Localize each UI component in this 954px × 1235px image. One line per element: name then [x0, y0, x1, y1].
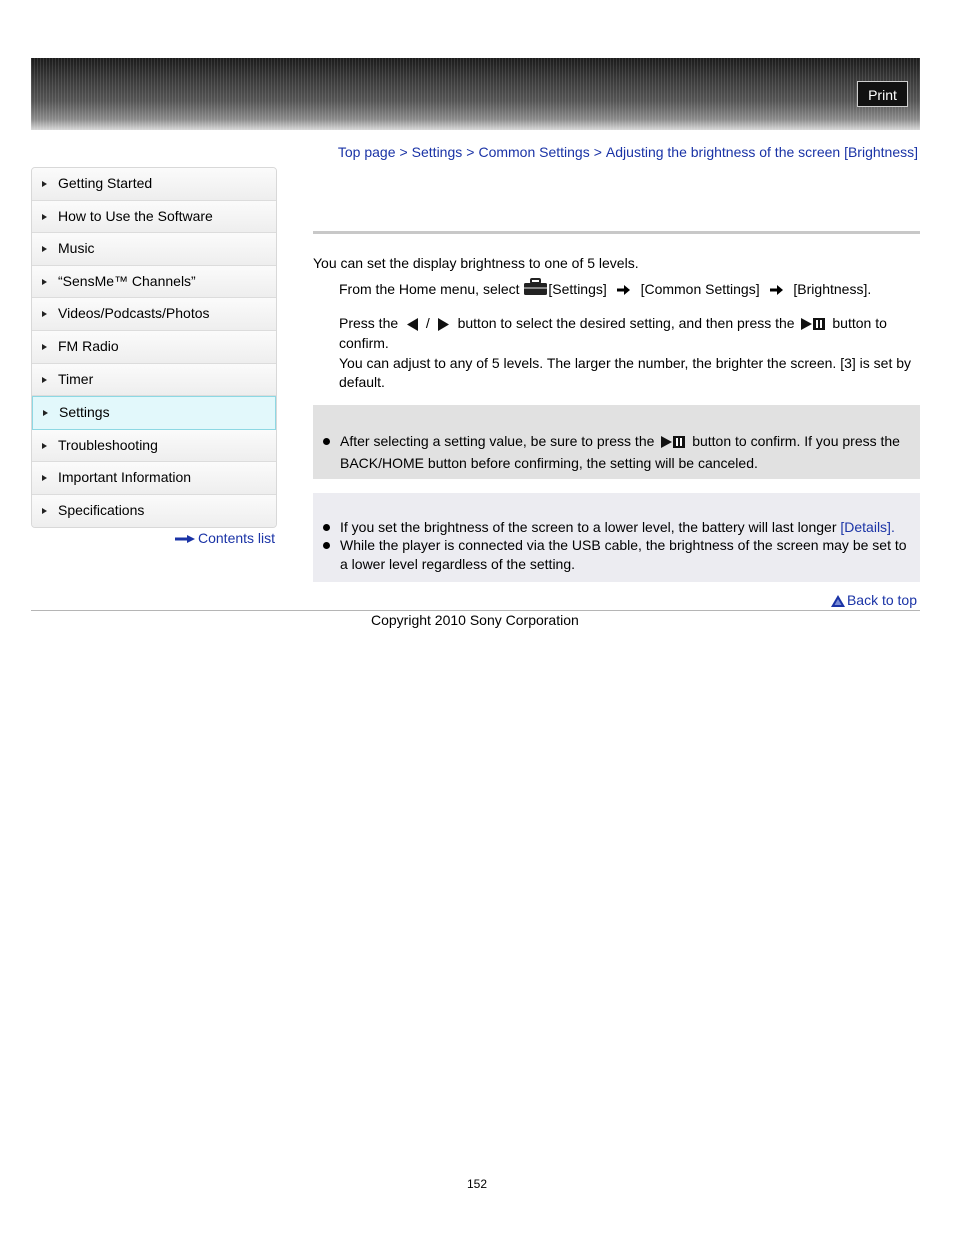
title-divider — [313, 231, 920, 234]
sidebar-item-fm-radio[interactable] — [32, 331, 276, 364]
hint-box — [313, 493, 920, 582]
back-to-top-link[interactable] — [831, 592, 917, 608]
breadcrumb-separator: > — [593, 144, 602, 160]
step2-part1: Press the — [339, 315, 399, 331]
sidebar-item-important-information[interactable] — [32, 462, 276, 495]
bullet-icon — [323, 438, 330, 445]
page-number: 152 — [466, 1177, 488, 1191]
note-text-b: button to confirm. If you press the BACK/HOME button before confirming, the setting will be canceled. — [340, 433, 900, 471]
hint-list — [313, 518, 913, 574]
sidebar-arrow-icon — [42, 475, 47, 481]
hint-item — [313, 536, 913, 574]
sidebar-item-label: How to Use the Software — [58, 207, 213, 224]
breadcrumb-current-page[interactable]: Adjusting the brightness of the screen [Brightness] — [605, 144, 918, 160]
sidebar-item-music[interactable] — [32, 233, 276, 266]
sidebar-item-label: Videos/Podcasts/Photos — [58, 305, 210, 322]
hint-item — [313, 518, 913, 536]
contents-list-label: Contents list — [198, 530, 276, 546]
sidebar-arrow-icon — [42, 279, 47, 285]
print-button[interactable]: Print — [857, 81, 908, 107]
breadcrumb-top-page[interactable]: Top page — [337, 144, 396, 160]
sidebar-item-videos-podcasts-photos[interactable] — [32, 298, 276, 331]
step1-brightness: [Brightness]. — [793, 281, 872, 297]
sidebar-arrow-icon — [42, 377, 47, 383]
right-arrow-icon — [770, 285, 784, 295]
back-to-top-label: Back to top — [846, 592, 917, 608]
back-to-top-icon — [831, 595, 845, 607]
breadcrumb-separator: > — [466, 144, 475, 160]
breadcrumb-separator: > — [399, 144, 408, 160]
step-1 — [339, 281, 871, 297]
bullet-icon — [323, 524, 330, 531]
step2-instruction — [339, 313, 914, 353]
footer-divider — [31, 610, 920, 611]
sidebar-arrow-icon — [42, 344, 47, 350]
note-item — [313, 430, 913, 474]
sidebar-item-troubleshooting[interactable] — [32, 430, 276, 463]
contents-list-link[interactable] — [175, 530, 275, 546]
breadcrumb — [338, 144, 918, 160]
sidebar-item-label: Important Information — [58, 469, 192, 486]
breadcrumb-common-settings[interactable]: Common Settings — [478, 144, 590, 160]
sidebar-arrow-icon — [42, 214, 47, 220]
sidebar-item-label: Timer — [58, 370, 94, 387]
sidebar-arrow-icon — [42, 311, 47, 317]
hint-text-2: While the player is connected via the USB cable, the brightness of the screen may be set to a lower level regardless of the setting. — [340, 537, 907, 572]
step2-part3: button to confirm. — [339, 315, 887, 351]
sidebar-item-label: Settings — [59, 404, 110, 421]
details-link[interactable]: [Details] — [840, 519, 891, 535]
right-triangle-icon — [436, 318, 450, 331]
sidebar-item-label: Specifications — [58, 501, 145, 518]
step1-common-settings: [Common Settings] — [640, 281, 760, 297]
left-triangle-icon — [406, 318, 420, 331]
step2-slash: / — [425, 315, 430, 331]
header-banner — [31, 58, 920, 130]
sidebar-item-how-to-use-software[interactable] — [32, 201, 276, 234]
sidebar-item-specifications[interactable] — [32, 495, 276, 527]
sidebar-item-sensme-channels[interactable] — [32, 266, 276, 299]
sidebar-item-label: Music — [58, 240, 95, 257]
copyright-text: Copyright 2010 Sony Corporation — [371, 612, 579, 628]
sidebar-arrow-icon — [43, 410, 48, 416]
sidebar-arrow-icon — [42, 246, 47, 252]
sidebar-item-label: Troubleshooting — [58, 436, 158, 453]
contents-arrow-icon — [175, 535, 195, 543]
step2-part2: button to select the desired setting, and then press the — [457, 315, 795, 331]
step1-settings: [Settings] — [548, 281, 607, 297]
play-pause-icon — [800, 317, 826, 331]
settings-toolbox-icon — [523, 278, 548, 296]
sidebar-item-timer[interactable] — [32, 364, 276, 397]
sidebar-item-label: “SensMe™ Channels” — [58, 272, 196, 289]
play-pause-icon — [660, 435, 686, 449]
note-text-a: After selecting a setting value, be sure to press the — [340, 433, 655, 449]
bullet-icon — [323, 542, 330, 549]
step1-prefix: From the Home menu, select — [339, 281, 520, 297]
details-link-period: . — [890, 519, 895, 535]
sidebar-item-getting-started[interactable] — [32, 168, 276, 201]
sidebar-nav — [31, 167, 277, 528]
sidebar-arrow-icon — [42, 181, 47, 187]
breadcrumb-settings[interactable]: Settings — [411, 144, 463, 160]
step2-detail: You can adjust to any of 5 levels. The larger the number, the brighter the screen. [3] is set by default. — [339, 355, 912, 390]
step-2 — [339, 313, 914, 392]
right-arrow-icon — [617, 285, 631, 295]
note-list — [313, 430, 913, 474]
sidebar-item-settings[interactable] — [32, 396, 276, 430]
intro-text: You can set the display brightness to one of 5 levels. — [313, 255, 639, 271]
sidebar-item-label: FM Radio — [58, 337, 119, 354]
note-box — [313, 405, 920, 479]
sidebar-arrow-icon — [42, 443, 47, 449]
sidebar-item-label: Getting Started — [58, 175, 153, 191]
hint-text-1: If you set the brightness of the screen to a lower level, the battery will last longer — [340, 519, 837, 535]
sidebar-arrow-icon — [42, 508, 47, 514]
